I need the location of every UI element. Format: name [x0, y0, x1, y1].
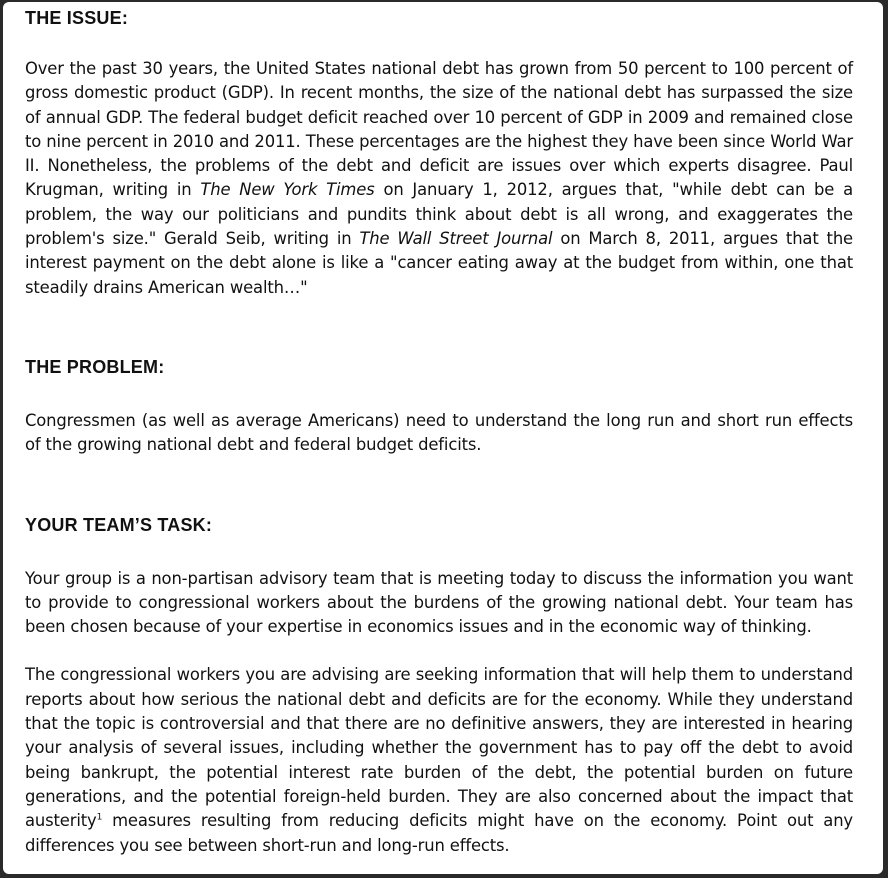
- issue-paragraph: [25, 57, 853, 300]
- document-page: [3, 2, 883, 874]
- task-paragraph-1: Your group is a non-partisan advisory team that is meeting today to discuss the information you want to provide to congressional workers about the burdens of the growing national debt. Your team has been chosen because of your expertise in economics issues and in the economic way of thinking.: [25, 568, 853, 637]
- task-text-part-2: measures resulting from reducing deficits might have on the economy. Point out any differences you see between short-run and long-run effects.: [25, 811, 853, 855]
- issue-text-part-2: on January 1, 2012, argues that, "while debt can be a problem, the way our politicians and pundits think about debt is all wrong, and exaggerates the problem's size." Gerald Seib, writing in: [25, 180, 853, 249]
- issue-text-part-1: Over the past 30 years, the United States national debt has grown from 50 percent to 100 percent of gross domestic product (GDP). In recent months, the size of the national debt has surpassed the size of annual GDP. The federal budget deficit reached over 10 percent of GDP in 2009 and remained close to nine percent in 2010 and 2011. These percentages are the highest they have been since World War II. Nonetheless, the problems of the debt and deficit are issues over which experts disagree. Paul Krugman, writing in: [25, 59, 853, 200]
- task-paragraph-2: [25, 663, 853, 857]
- task-text-part-1: The congressional workers you are advising are seeking information that will help them to understand reports about how serious the national debt and deficits are for the economy. While they understand that the topic is controversial and that there are no definitive answers, they are interested in hearing your analysis of several issues, including whether the government has to pay off the debt to avoid being bankrupt, the potential interest rate burden of the debt, the potential burden on future generations, and the potential foreign-held burden. They are also concerned about the impact that austerity: [25, 665, 853, 831]
- footnote-marker: 1: [96, 812, 103, 823]
- task-heading: YOUR TEAM’S TASK:: [25, 514, 213, 535]
- nyt-citation: The New York Times: [200, 180, 375, 200]
- issue-heading: THE ISSUE:: [25, 8, 129, 28]
- problem-heading: THE PROBLEM:: [25, 356, 165, 377]
- problem-paragraph: Congressmen (as well as average Americans) need to understand the long run and short run effects of the growing national debt and federal budget deficits.: [25, 410, 853, 455]
- wsj-citation: The Wall Street Journal: [359, 229, 553, 249]
- issue-text-part-3: on March 8, 2011, argues that the interest payment on the debt alone is like a "cancer eating away at the budget from within, one that steadily drains American wealth…": [25, 229, 853, 297]
